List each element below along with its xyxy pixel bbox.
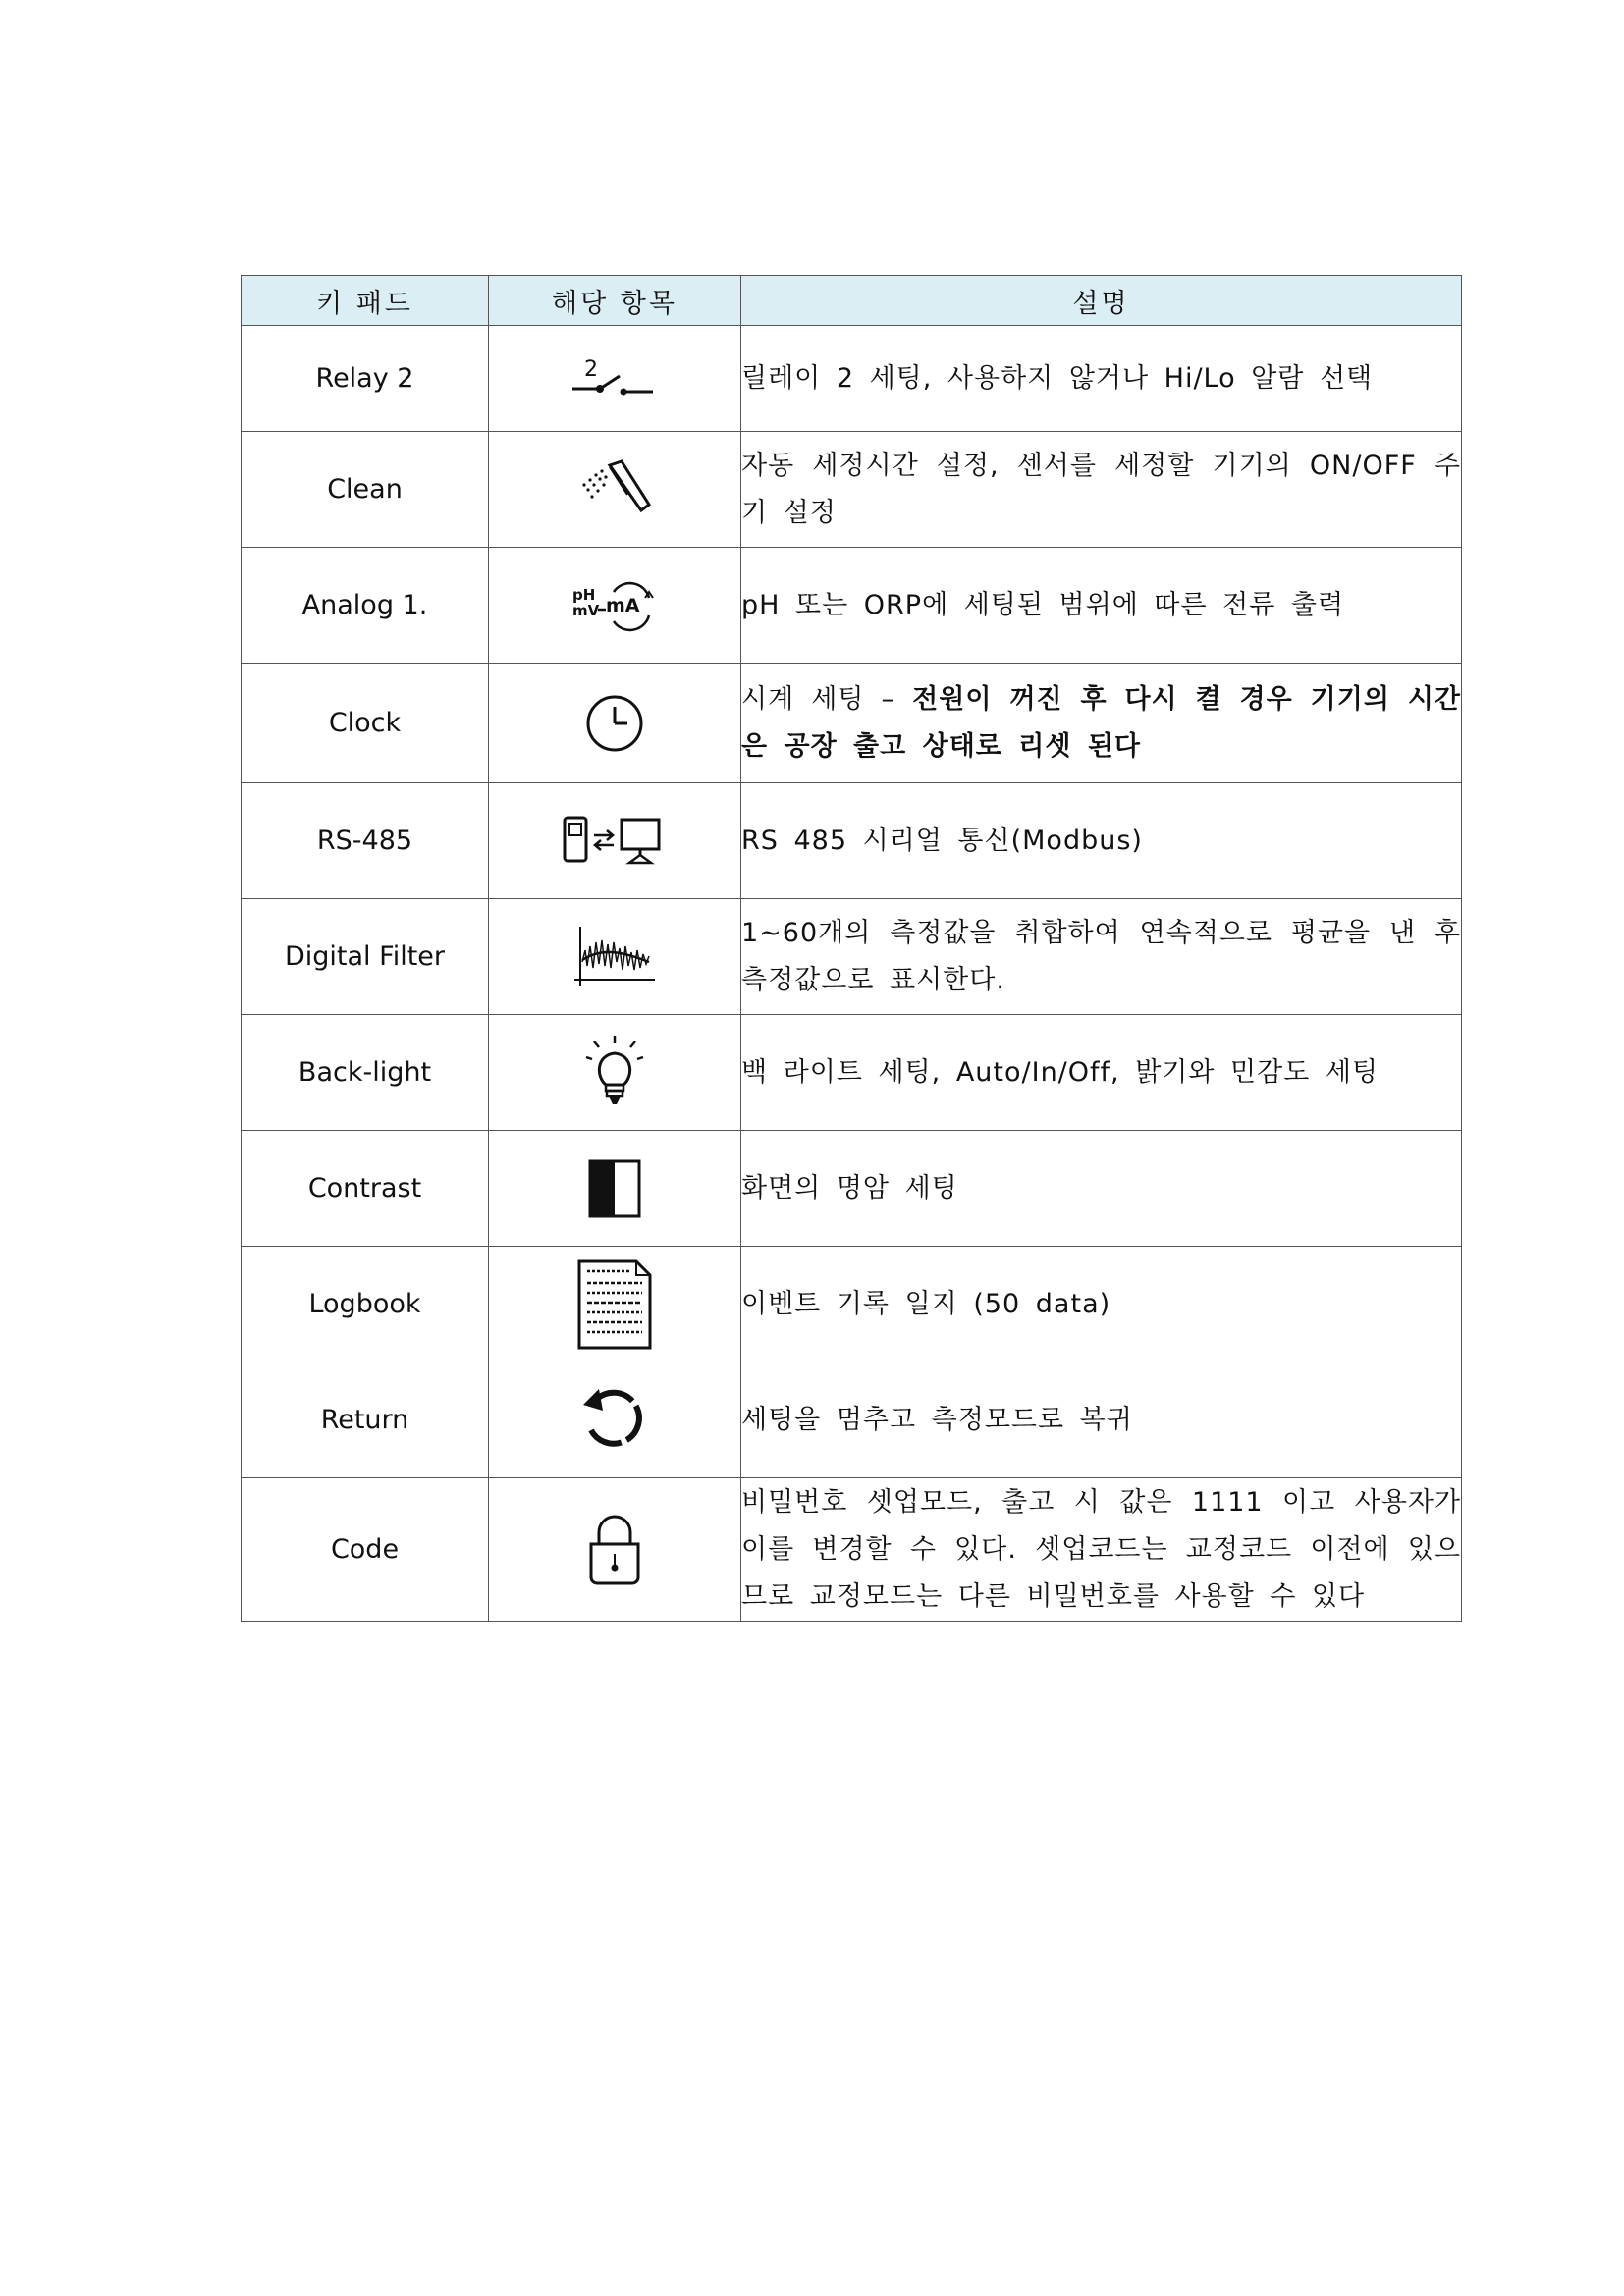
table-row <box>242 548 1462 664</box>
clock-desc-bold: 전원이 꺼진 후 다시 켤 경우 기기의 시간은 공장 출고 상태로 리셋 된다 <box>741 683 1461 762</box>
table-row <box>242 432 1462 548</box>
mv-label: mV <box>572 601 600 619</box>
key-name: Logbook <box>242 1247 489 1362</box>
key-description: pH 또는 ORP에 세팅된 범위에 따른 전류 출력 <box>741 548 1462 664</box>
table-row <box>242 899 1462 1015</box>
header-keypad: 키 패드 <box>242 276 489 326</box>
key-name: RS-485 <box>242 783 489 899</box>
clock-desc-plain: 시계 세팅 – <box>741 683 913 715</box>
key-description: 비밀번호 셋업모드, 출고 시 값은 1111 이고 사용자가 이를 변경할 수 있다. 셋업코드는 교정코드 이전에 있으므로 교정모드는 다른 비밀번호를 사용할 수 있다 <box>741 1478 1462 1622</box>
key-name: Return <box>242 1362 489 1478</box>
key-description: 백 라이트 세팅, Auto/In/Off, 밝기와 민감도 세팅 <box>741 1015 1462 1131</box>
table-row <box>242 326 1462 432</box>
table-row <box>242 1247 1462 1362</box>
return-arrow-icon <box>579 1385 650 1456</box>
table-row <box>242 664 1462 783</box>
contrast-icon <box>587 1158 642 1219</box>
key-name: Clock <box>242 664 489 783</box>
table-header-row <box>242 276 1462 326</box>
signal-filter-graph-icon <box>570 923 659 991</box>
key-description: 이벤트 기록 일지 (50 data) <box>741 1247 1462 1362</box>
key-name: Clean <box>242 432 489 548</box>
key-name: Digital Filter <box>242 899 489 1015</box>
table-row <box>242 1478 1462 1622</box>
ph-mv-ma-output-icon <box>570 578 659 633</box>
table-row <box>242 1131 1462 1247</box>
table-row <box>242 1015 1462 1131</box>
padlock-icon <box>585 1513 644 1587</box>
key-description: 릴레이 2 세팅, 사용하지 않거나 Hi/Lo 알람 선택 <box>741 326 1462 432</box>
svg-text:2: 2 <box>584 356 598 382</box>
clock-icon <box>583 692 646 755</box>
key-description: 자동 세정시간 설정, 센서를 세정할 기기의 ON/OFF 주기 설정 <box>741 432 1462 548</box>
key-description: 화면의 명암 세팅 <box>741 1131 1462 1247</box>
ph-label: pH <box>572 585 596 604</box>
table-row <box>242 1362 1462 1478</box>
key-name: Relay 2 <box>242 326 489 432</box>
key-description <box>741 664 1462 783</box>
header-description: 설명 <box>741 276 1462 326</box>
ma-label: mA <box>606 594 640 616</box>
key-description: 1~60개의 측정값을 취합하여 연속적으로 평균을 낸 후 측정값으로 표시한다. <box>741 899 1462 1015</box>
device-to-computer-icon <box>561 814 669 869</box>
light-bulb-icon <box>580 1034 649 1112</box>
table-row <box>242 783 1462 899</box>
relay-2-switch-icon <box>570 354 659 403</box>
keypad-table <box>241 275 1462 1622</box>
key-name: Contrast <box>242 1131 489 1247</box>
logbook-document-icon <box>575 1257 654 1352</box>
header-item: 해당 항목 <box>489 276 741 326</box>
key-name: Code <box>242 1478 489 1622</box>
key-name: Back-light <box>242 1015 489 1131</box>
spray-nozzle-icon <box>570 455 659 524</box>
key-description: RS 485 시리얼 통신(Modbus) <box>741 783 1462 899</box>
key-description: 세팅을 멈추고 측정모드로 복귀 <box>741 1362 1462 1478</box>
key-name: Analog 1. <box>242 548 489 664</box>
